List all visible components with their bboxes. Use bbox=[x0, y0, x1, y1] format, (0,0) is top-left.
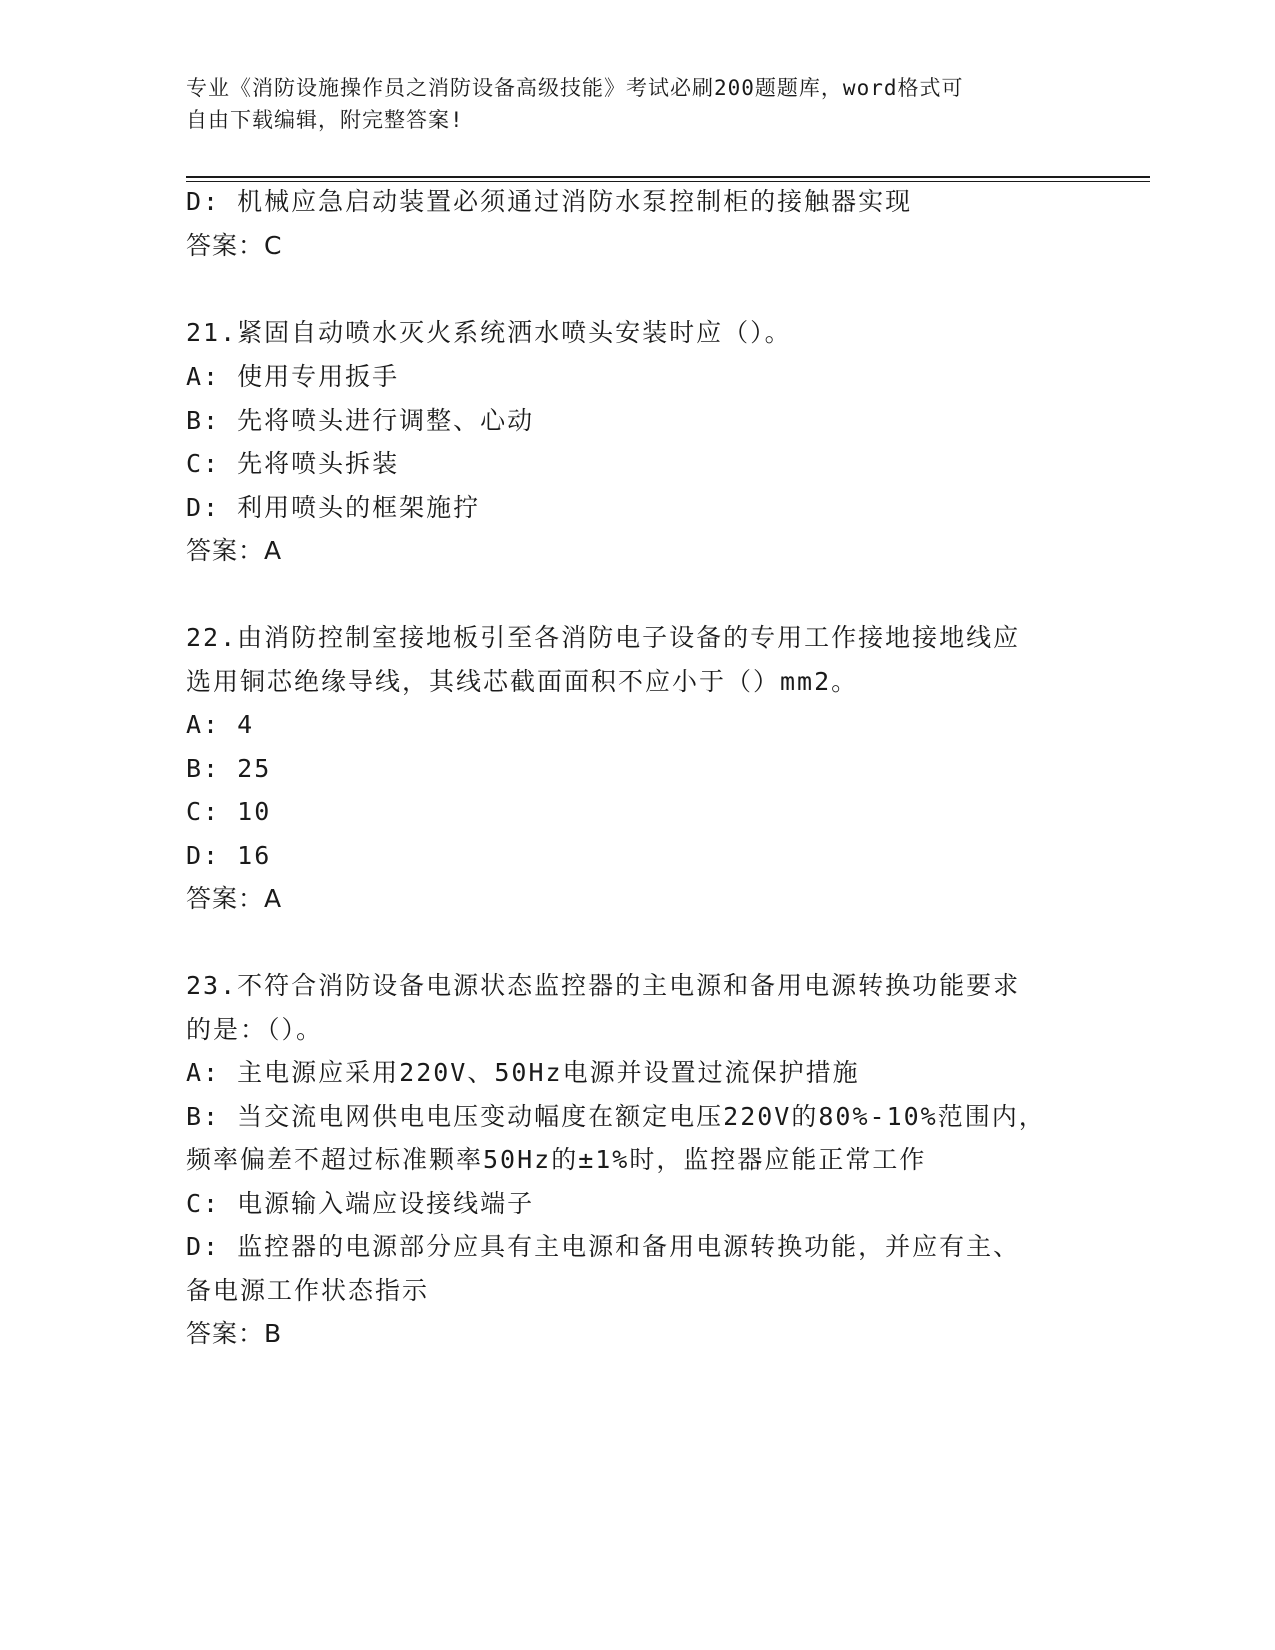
question-21-answer: 答案：A bbox=[186, 536, 283, 565]
question-22-answer: 答案：A bbox=[186, 884, 283, 913]
question-22-stem-line-2: 选用铜芯绝缘导线，其线芯截面面积不应小于（）mm2。 bbox=[186, 667, 859, 696]
question-21-option-d: D: 利用喷头的框架施拧 bbox=[186, 493, 481, 522]
question-23-option-b-line-2: 频率偏差不超过标准颗率50Hz的±1%时，监控器应能正常工作 bbox=[186, 1145, 927, 1174]
document-header bbox=[186, 72, 1066, 136]
prev-question-option-d: D: 机械应急启动装置必须通过消防水泵控制柜的接触器实现 bbox=[186, 187, 913, 216]
question-21-stem: 21.紧固自动喷水灭火系统洒水喷头安装时应（）。 bbox=[186, 318, 792, 347]
question-22-option-d: D: 16 bbox=[186, 841, 272, 870]
header-divider-thin bbox=[186, 181, 1150, 182]
question-23-option-d-line-1: D: 监控器的电源部分应具有主电源和备用电源转换功能，并应有主、 bbox=[186, 1232, 1021, 1261]
question-22-option-a: A: 4 bbox=[186, 710, 255, 739]
question-21-option-a: A: 使用专用扳手 bbox=[186, 362, 400, 391]
header-line-2: 自由下载编辑，附完整答案! bbox=[186, 108, 464, 132]
question-22-option-b: B: 25 bbox=[186, 754, 272, 783]
header-line-1: 专业《消防设施操作员之消防设备高级技能》考试必刷200题题库，word格式可 bbox=[186, 76, 964, 100]
question-23-option-d-line-2: 备电源工作状态指示 bbox=[186, 1276, 430, 1305]
question-23-option-a: A: 主电源应采用220V、50Hz电源并设置过流保护措施 bbox=[186, 1058, 860, 1087]
question-23-option-b-line-1: B: 当交流电网供电电压变动幅度在额定电压220V的80%-10%范围内， bbox=[186, 1102, 1046, 1131]
question-22-option-c: C: 10 bbox=[186, 797, 272, 826]
question-21-option-b: B: 先将喷头进行调整、心动 bbox=[186, 406, 535, 435]
question-23-option-c: C: 电源输入端应设接线端子 bbox=[186, 1189, 535, 1218]
question-21-option-c: C: 先将喷头拆装 bbox=[186, 449, 400, 478]
question-23-stem-line-2: 的是：（）。 bbox=[186, 1015, 324, 1044]
question-23-answer: 答案：B bbox=[186, 1319, 283, 1348]
question-23-stem-line-1: 23.不符合消防设备电源状态监控器的主电源和备用电源转换功能要求 bbox=[186, 971, 1021, 1000]
prev-question-answer: 答案：C bbox=[186, 231, 283, 260]
question-22-stem-line-1: 22.由消防控制室接地板引至各消防电子设备的专用工作接地接地线应 bbox=[186, 623, 1021, 652]
header-divider-thick bbox=[186, 176, 1150, 178]
